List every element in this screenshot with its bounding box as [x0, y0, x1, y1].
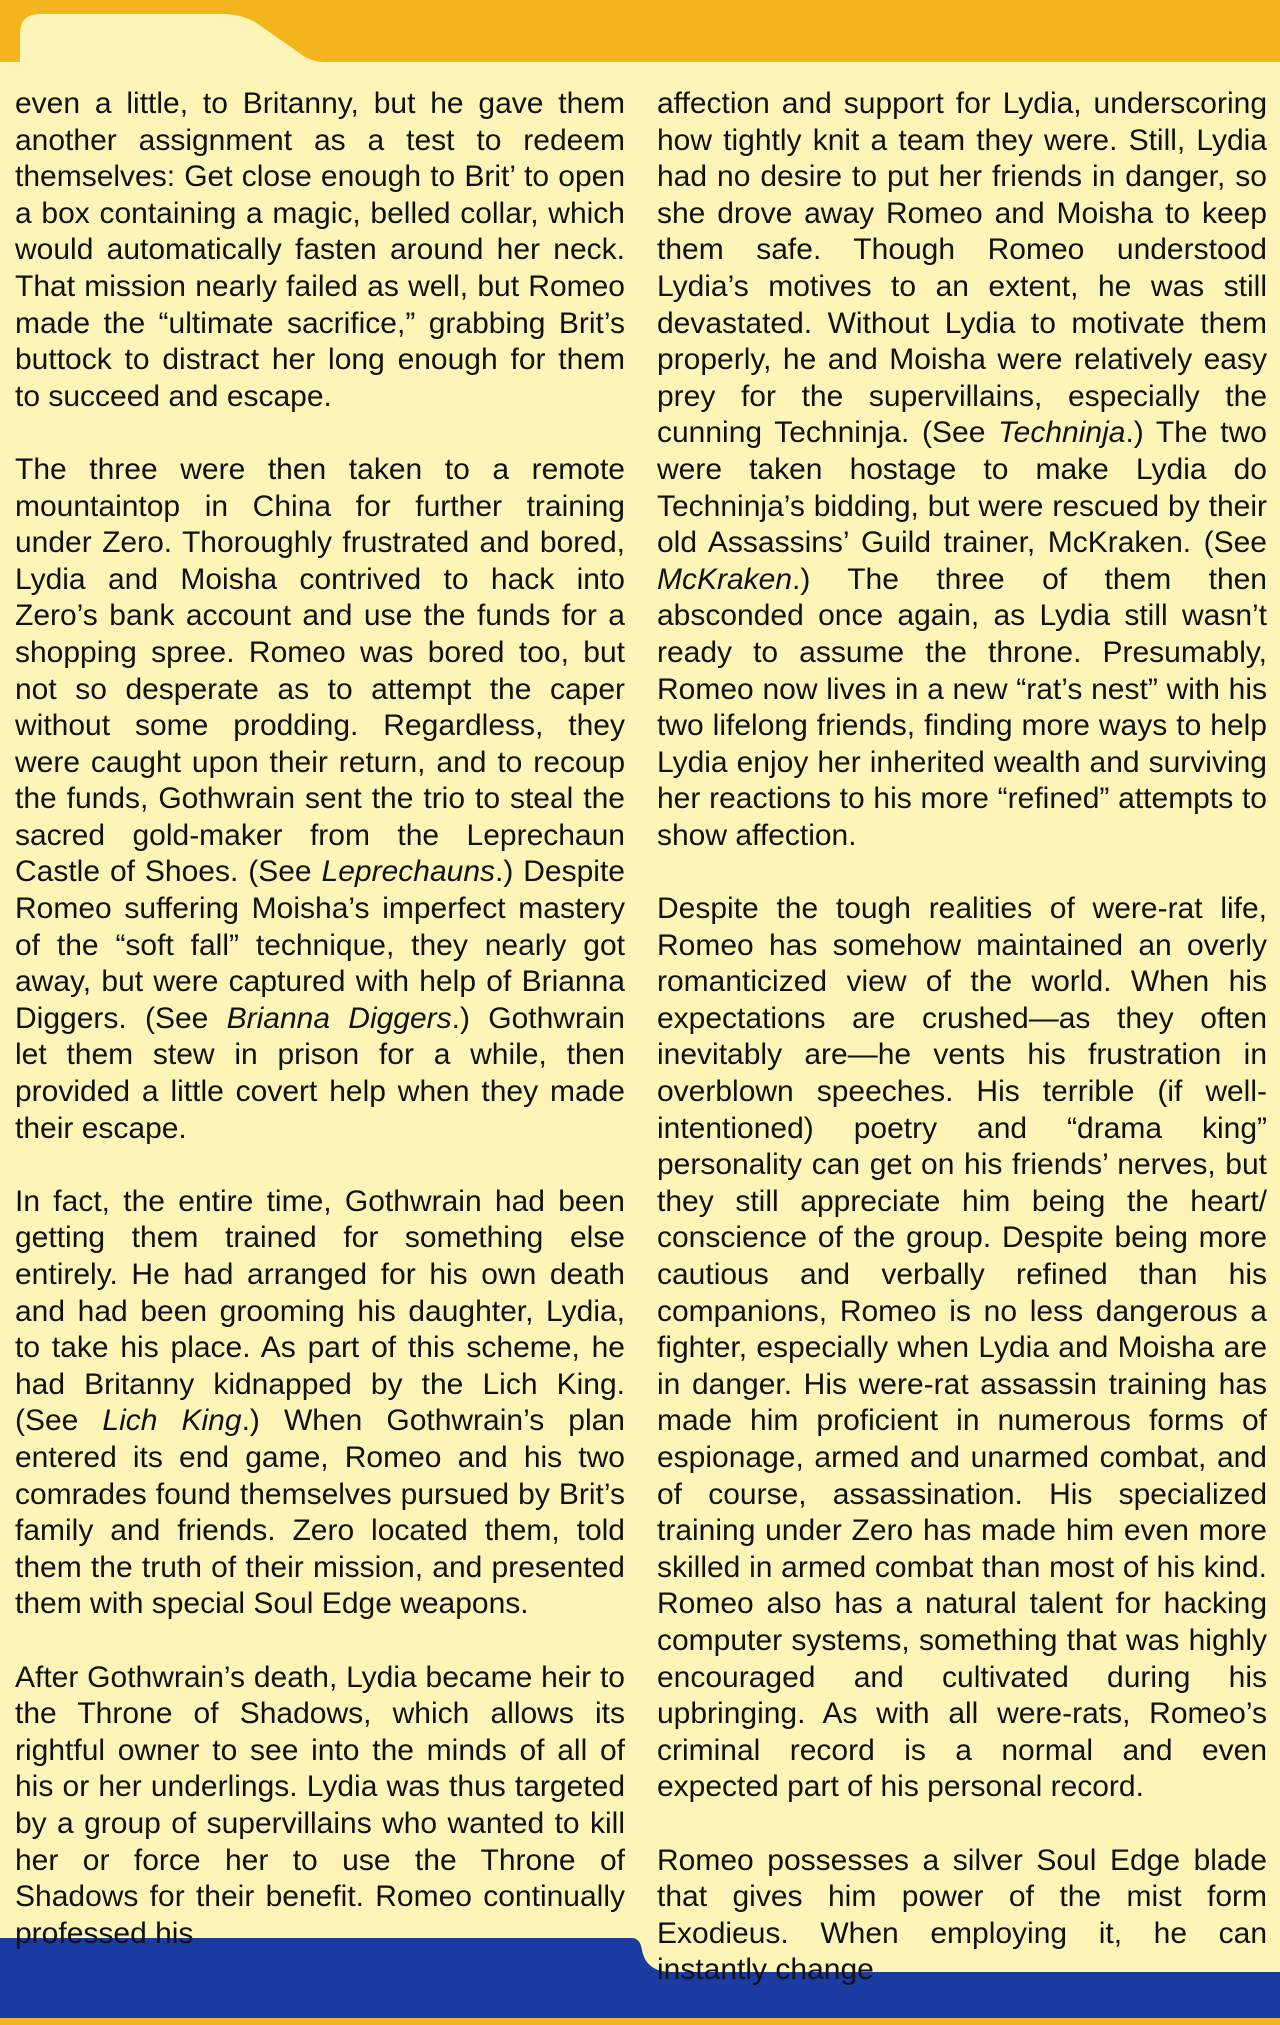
left-paragraph-1 [15, 86, 625, 415]
right-text-column [657, 86, 1267, 2025]
right-paragraph-1-text-a: affection and support for Lydia, underscoring how tightly knit a team they were. Still, Lydia had no desire to put her friends in danger, so she drove away Romeo and Moisha to keep them safe. Though Romeo understood Lydia’s motives to an extent, he was still devastated. Without Lydia to motivate them properly, he and Moisha were relatively easy prey for the supervillains, especially the cunning Techninja. (See [657, 87, 1267, 450]
left-paragraph-3-text-b: .) When Gothwrain’s plan entered its end game, Romeo and his two comrades found themselves pursued by Brit’s family and friends. Zero located them, told them the truth of their mission, and presented them with special Soul Edge weapons. [15, 1404, 625, 1621]
left-paragraph-3-text-a: In fact, the entire time, Gothwrain had been getting them trained for something else entirely. He had arranged for his own death and had been grooming his daughter, Lydia, to take his place. As part of this scheme, he had Britanny kidnapped by the Lich King. (See [15, 1184, 625, 1438]
right-paragraph-1-text-c: .) The three of them then absconded once again, as Lydia still wasn’t ready to assume the throne. Presumably, Romeo now lives in a new “rat’s nest” with his two lifelong friends, finding more ways to help Lydia enjoy her inherited wealth and surviving her reactions to his more “refined” attempts to show affection. [657, 562, 1267, 852]
reference-leprechauns: Leprechauns [321, 855, 496, 889]
right-paragraph-2 [657, 891, 1267, 1806]
right-paragraph-3 [657, 1843, 1267, 1989]
right-paragraph-3-text: Romeo possesses a silver Soul Edge blade that gives him power of the mist form Exodieus. When employing it, he can instantly change [657, 1843, 1267, 1987]
left-paragraph-4 [15, 1660, 625, 1953]
left-paragraph-2 [15, 452, 625, 1147]
right-paragraph-1 [657, 86, 1267, 854]
left-paragraph-4-text: After Gothwrain’s death, Lydia became heir to the Throne of Shadows, which allows its rightful owner to see into the minds of all of his or her underlings. Lydia was thus targeted by a group of supervillains who wanted to kill her or force her to use the Throne of Shadows for their benefit. Romeo continually professed his [15, 1660, 625, 1950]
reference-brianna-diggers: Brianna Diggers [226, 1001, 452, 1035]
right-paragraph-2-text: Despite the tough realities of were-rat life, Romeo has somehow maintained an overly romanticized view of the world. When his expectations are crushed—as they often inevitably are—he vents his frustration in overblown speeches. His terrible (if well-intentioned) poetry and “drama king” personality can get on his friends’ nerves, but they still appreciate him being the heart/ conscience of the group. Despite being more cautious and verbally refined than his companions, Romeo is no less dangerous a fighter, especially when Lydia and Moisha are in danger. His were-rat assassin training has made him proficient in numerous forms of espionage, armed and unarmed combat, and of course, assassination. His specialized training under Zero has made him even more skilled in armed combat than most of his kind. Romeo also has a natural talent for hacking computer systems, something that was highly encouraged and cultivated during his upbringing. As with all were-rats, Romeo’s criminal record is a normal and even expected part of his personal record. [657, 892, 1267, 1804]
left-paragraph-2-text-c: .) Gothwrain let them stew in prison for a while, then provided a little covert help when they made their escape. [15, 1001, 625, 1145]
left-text-column [15, 86, 625, 1989]
left-paragraph-2-text-a: The three were then taken to a remote mountaintop in China for further training under Zero. Thoroughly frustrated and bored, Lydia and Moisha contrived to hack into Zero’s bank account and use the funds for a shopping spree. Romeo was bored too, but not so desperate as to attempt the caper without some prodding. Regardless, they were caught upon their return, and to recoup the funds, Gothwrain sent the trio to steal the sacred gold-maker from the Leprechaun Castle of Shoes. (See [15, 452, 625, 889]
left-paragraph-2-text-b: .) Despite Romeo suffering Moisha’s imperfect mastery of the “soft fall” technique, they nearly got away, but were captured with help of Brianna Diggers. (See [15, 855, 625, 1035]
reference-techninja: Techninja [998, 416, 1126, 450]
left-paragraph-1-text: even a little, to Britanny, but he gave them another assignment as a test to redeem themselves: Get close enough to Brit’ to open a box containing a magic, belled collar, which would automatically fasten around her neck. That mission nearly failed as well, but Romeo made the “ultimate sacrifice,” grabbing Brit’s buttock to distract her long enough for them to succeed and escape. [15, 87, 625, 413]
right-paragraph-1-text-b: .) The two were taken hostage to make Lydia do Techninja’s bidding, but were rescued by their old Assassins’ Guild trainer, McKraken. (See [657, 416, 1267, 560]
reference-lich-king: Lich King [102, 1404, 242, 1438]
left-paragraph-3 [15, 1184, 625, 1623]
reference-mckraken: McKraken [657, 562, 793, 596]
